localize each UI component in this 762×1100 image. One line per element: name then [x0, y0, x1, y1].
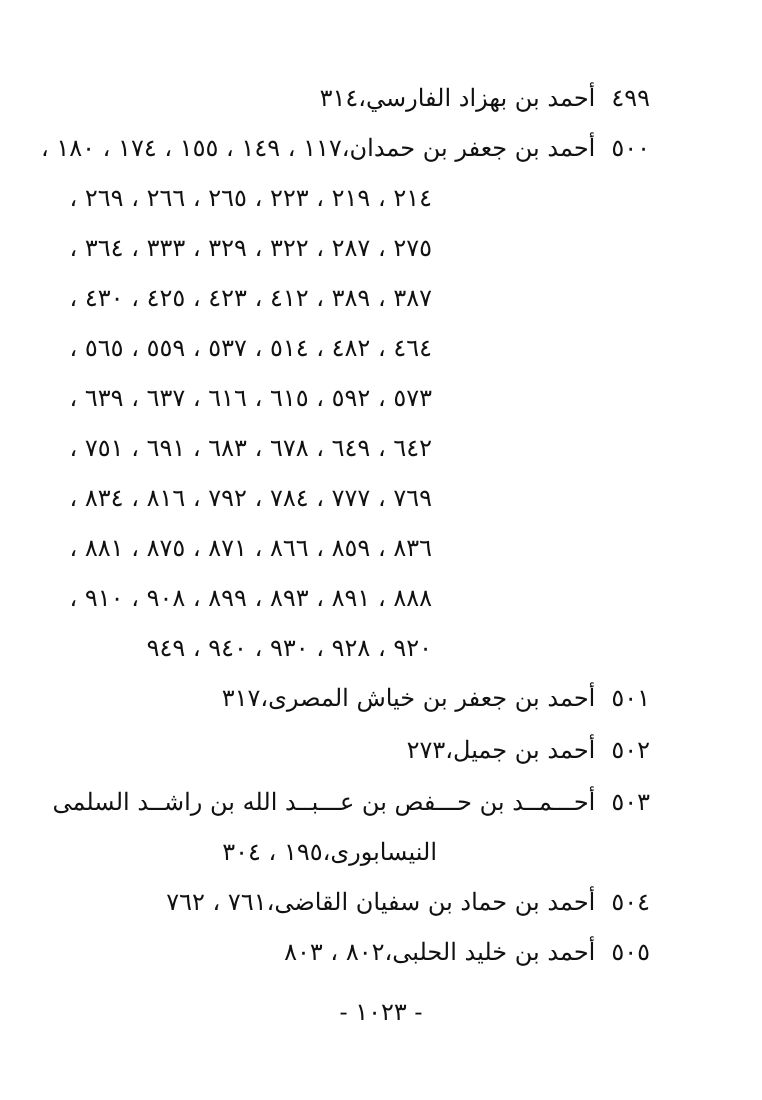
entry-500-continuation-line: ٨٣٦ ، ٨٥٩ ، ٨٦٦ ، ٨٧١ ، ٨٧٥ ، ٨٨١ ،	[69, 534, 432, 562]
entry-500-continuation-line: ٨٨٨ ، ٨٩١ ، ٨٩٣ ، ٨٩٩ ، ٩٠٨ ، ٩١٠ ،	[69, 584, 432, 612]
entry-500-continuation-line: ٢١٤ ، ٢١٩ ، ٢٢٣ ، ٢٦٥ ، ٢٦٦ ، ٢٦٩ ،	[69, 184, 432, 212]
entry-number: ٥٠٤	[611, 888, 650, 916]
index-entry-505	[284, 934, 650, 970]
entry-500-continuation-line: ٥٧٣ ، ٥٩٢ ، ٦١٥ ، ٦١٦ ، ٦٣٧ ، ٦٣٩ ،	[69, 384, 432, 412]
index-entry-499	[320, 80, 650, 116]
index-entry-501	[222, 680, 650, 716]
entry-number: ٥٠٥	[611, 938, 650, 966]
index-entry-503	[52, 784, 650, 820]
entry-text: أحمد بن خليد الحلبى،٨٠٢ ، ٨٠٣	[284, 938, 596, 966]
entry-503-continuation-line: النيسابورى،١٩٥ ، ٣٠٤	[222, 838, 437, 866]
entry-500-continuation-line: ٧٦٩ ، ٧٧٧ ، ٧٨٤ ، ٧٩٢ ، ٨١٦ ، ٨٣٤ ،	[69, 484, 432, 512]
page-number: - ١٠٢٣ -	[339, 998, 423, 1026]
entry-text: أحمد بن جعفر بن حمدان،١١٧ ، ١٤٩ ، ١٥٥ ، ١٧٤ ، ١٨٠ ،	[40, 134, 596, 162]
entry-500-continuation-line: ٤٦٤ ، ٤٨٢ ، ٥١٤ ، ٥٣٧ ، ٥٥٩ ، ٥٦٥ ،	[69, 334, 432, 362]
entry-number: ٤٩٩	[611, 84, 650, 112]
entry-500-continuation-line: ٢٧٥ ، ٢٨٧ ، ٣٢٢ ، ٣٢٩ ، ٣٣٣ ، ٣٦٤ ،	[69, 234, 432, 262]
entry-text: أحمد بن جعفر بن خياش المصرى،٣١٧	[221, 684, 596, 712]
entry-500-continuation-line: ٣٨٧ ، ٣٨٩ ، ٤١٢ ، ٤٢٣ ، ٤٢٥ ، ٤٣٠ ،	[69, 284, 432, 312]
entry-number: ٥٠٣	[611, 788, 650, 816]
entry-number: ٥٠٠	[611, 134, 650, 162]
entry-500-continuation-line: ٩٢٠ ، ٩٢٨ ، ٩٣٠ ، ٩٤٠ ، ٩٤٩	[146, 634, 432, 662]
entry-text: أحمد بن جميل،٢٧٣	[406, 736, 596, 764]
entry-text: أحمد بن حماد بن سفيان القاضى،٧٦١ ، ٧٦٢	[166, 888, 596, 916]
entry-number: ٥٠٢	[611, 736, 650, 764]
index-entry-504	[166, 884, 650, 920]
entry-500-continuation-line: ٦٤٢ ، ٦٤٩ ، ٦٧٨ ، ٦٨٣ ، ٦٩١ ، ٧٥١ ،	[69, 434, 432, 462]
index-entry-500	[41, 130, 650, 166]
index-entry-502	[407, 732, 650, 768]
entry-text: أحمد بن بهزاد الفارسي،٣١٤	[319, 84, 596, 112]
entry-number: ٥٠١	[611, 684, 650, 712]
entry-text: أحـــمــد بن حـــفص بن عـــبــد الله بن راشــد السلمى	[52, 788, 596, 816]
